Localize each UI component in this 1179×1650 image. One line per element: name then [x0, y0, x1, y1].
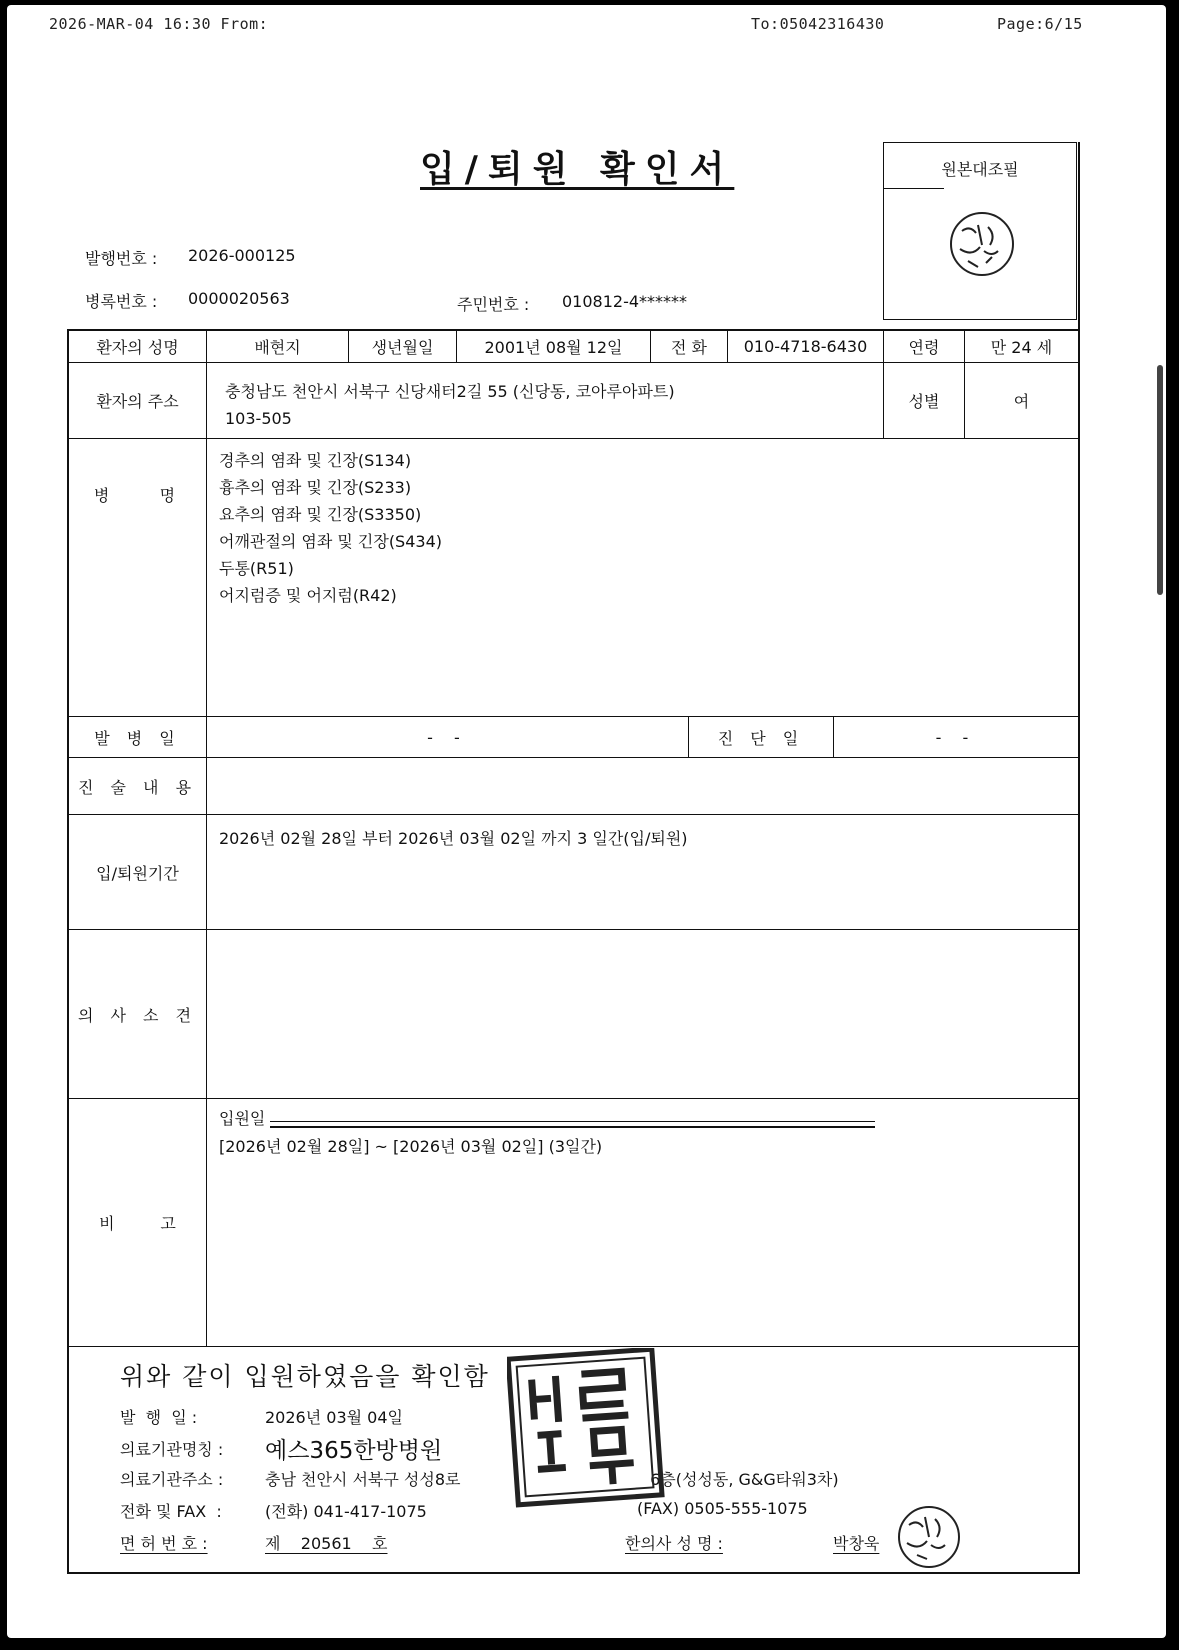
statement-label: 진 술 내 용: [77, 777, 198, 797]
phone: 010-4718-6430: [743, 337, 868, 356]
diagnosis-item: 어지럼증 및 어지럼(R42): [219, 586, 397, 605]
document-page: [7, 5, 1166, 1638]
tel: (전화) 041-417-1075: [265, 1502, 427, 1521]
tel-fax-label: 전화 및 FAX :: [120, 1502, 222, 1521]
original-copy-box: [883, 142, 1077, 320]
diagnosis-label: 병 명: [93, 485, 182, 505]
record-no-label: 병록번호 :: [85, 292, 158, 311]
diag-date: - -: [935, 727, 977, 747]
seal-icon: [948, 211, 1028, 291]
issue-date-label: 발 행 일 :: [120, 1408, 198, 1427]
birth-label: 생년월일: [371, 338, 434, 357]
period-value: 2026년 02월 28일 부터 2026년 03월 02일 까지 3 일간(입/퇴원): [219, 829, 688, 848]
address-line2: 103-505: [225, 409, 292, 428]
remarks-line1: 입원일: [219, 1109, 266, 1128]
license-label: 면 허 번 호 :: [120, 1534, 208, 1553]
patient-name: 배현지: [254, 338, 301, 357]
hospital-seal-icon: [507, 1348, 667, 1508]
institution-address-label: 의료기관주소 :: [120, 1470, 224, 1489]
resident-no: 010812-4******: [562, 292, 688, 311]
fax-datetime: 2026-MAR-04 16:30 From:: [49, 15, 269, 33]
opinion-label: 의 사 소 견: [77, 1005, 198, 1025]
institution-name: 예스365한방병원: [265, 1438, 443, 1464]
diagnosis-item: 흉추의 염좌 및 긴장(S233): [219, 478, 412, 497]
diagnosis-item: 요추의 염좌 및 긴장(S3350): [219, 505, 422, 524]
diagnosis-list: [219, 447, 442, 609]
phone-label: 전 화: [671, 338, 707, 357]
original-copy-label: 원본대조필: [941, 160, 1019, 179]
record-no: 0000020563: [188, 289, 290, 308]
remarks-line2: [2026년 02월 28일] ~ [2026년 03월 02일] (3일간): [219, 1137, 603, 1156]
fax-page: Page:6/15: [997, 15, 1083, 33]
doctor-seal-icon: [895, 1503, 965, 1573]
license-number: 제 20561 호: [265, 1534, 388, 1553]
page-title: 입/퇴원 확인서: [420, 149, 735, 190]
issue-no: 2026-000125: [188, 246, 296, 265]
remarks-rule: [270, 1121, 875, 1128]
onset-label: 발 병 일: [94, 728, 181, 748]
resident-no-label: 주민번호 :: [457, 295, 530, 314]
doctor-name: 박창욱: [833, 1534, 880, 1553]
doctor-label: 한의사 성 명 :: [625, 1534, 723, 1553]
diag-date-label: 진 단 일: [717, 728, 805, 748]
scrollbar-thumb[interactable]: [1157, 365, 1163, 595]
diagnosis-item: 어깨관절의 염좌 및 긴장(S434): [219, 532, 442, 551]
birth-date: 2001년 08월 12일: [484, 338, 623, 357]
fax-to: To:05042316430: [751, 15, 885, 33]
remarks-label: 비 고: [99, 1214, 176, 1233]
institution-address: 충남 천안시 서북구 성성8로: [265, 1470, 466, 1489]
issue-date: 2026년 03월 04일: [265, 1408, 403, 1427]
period-label: 입/퇴원기간: [96, 863, 179, 883]
address-label: 환자의 주소: [96, 392, 179, 411]
age-label: 연령: [908, 338, 940, 357]
fax: (FAX) 0505-555-1075: [637, 1499, 808, 1518]
diagnosis-item: 두통(R51): [219, 559, 294, 578]
onset-date: - -: [427, 727, 468, 747]
address-line1: 충청남도 천안시 서북구 신당새터2길 55 (신당동, 코아루아파트): [225, 382, 675, 401]
institution-name-label: 의료기관명칭 :: [120, 1440, 224, 1459]
name-label: 환자의 성명: [96, 338, 179, 357]
age: 만 24 세: [990, 338, 1053, 357]
diagnosis-item: 경추의 염좌 및 긴장(S134): [219, 451, 412, 470]
institution-address-tail: 6층(성성동, G&G타워3차): [645, 1470, 839, 1489]
confirm-statement: 위와 같이 입원하였음을 확인함: [120, 1362, 490, 1391]
sex: 여: [1013, 392, 1030, 411]
sex-label: 성별: [908, 392, 940, 411]
issue-no-label: 발행번호 :: [85, 249, 158, 268]
